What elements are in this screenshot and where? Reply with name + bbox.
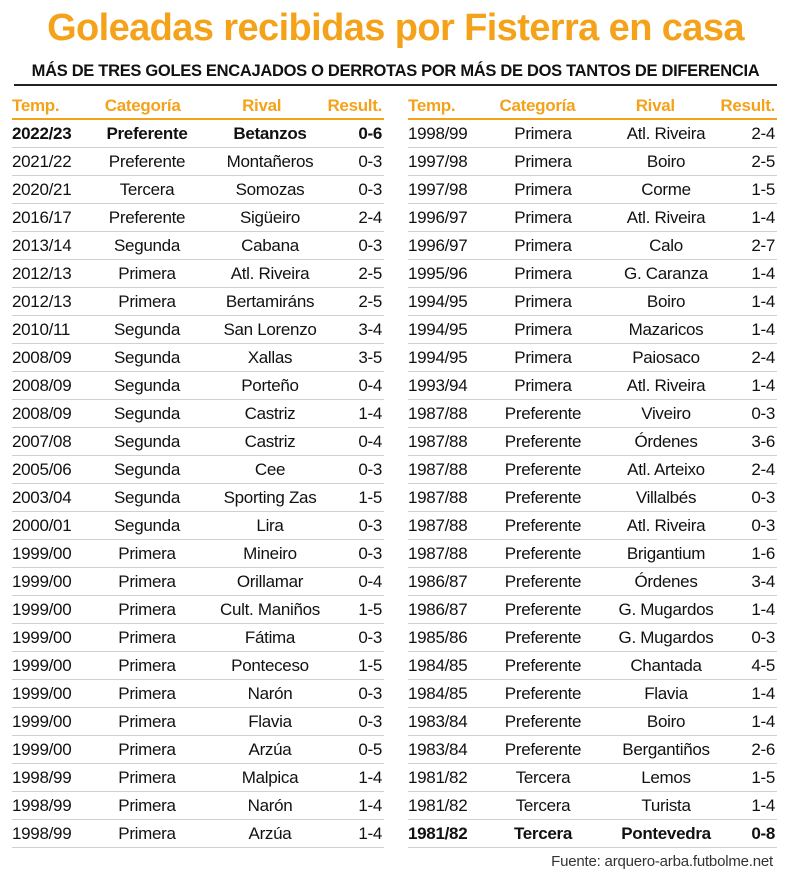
cell-rival: Fátima (244, 627, 296, 647)
cell-result: 1-4 (751, 263, 775, 283)
page-title: Goleadas recibidas por Fisterra en casa (47, 7, 744, 49)
table-row (408, 596, 777, 624)
cell-season: 1999/00 (12, 655, 72, 675)
table-row (408, 316, 777, 344)
cell-rival: Sporting Zas (223, 487, 317, 507)
cell-season: 1987/88 (408, 403, 468, 423)
cell-result: 0-3 (358, 459, 382, 479)
cell-result: 3-4 (751, 571, 775, 591)
cell-result: 1-5 (751, 179, 775, 199)
table-row (12, 540, 384, 568)
cell-rival: Cult. Maniños (219, 599, 321, 619)
cell-result: 0-5 (358, 739, 382, 759)
table-row (408, 540, 777, 568)
cell-season: 2021/22 (12, 151, 72, 171)
cell-rival: G. Mugardos (618, 627, 714, 647)
cell-season: 1993/94 (408, 375, 468, 395)
cell-category: Tercera (515, 795, 571, 815)
cell-category: Primera (514, 123, 572, 143)
header-season: Temp. (408, 96, 456, 115)
table-row (12, 820, 384, 848)
table-body (12, 120, 384, 848)
cell-rival: Mazaricos (628, 319, 704, 339)
cell-rival: Orillamar (236, 571, 304, 591)
cell-result: 1-4 (751, 319, 775, 339)
cell-result: 2-7 (751, 235, 775, 255)
cell-season: 1997/98 (408, 179, 468, 199)
cell-season: 1981/82 (408, 823, 468, 843)
cell-season: 1999/00 (12, 683, 72, 703)
cell-result: 3-5 (358, 347, 382, 367)
cell-season: 1987/88 (408, 515, 468, 535)
cell-rival: Bertamiráns (225, 291, 315, 311)
cell-result: 1-5 (358, 487, 382, 507)
cell-result: 1-4 (751, 291, 775, 311)
table-row (12, 708, 384, 736)
table-row (408, 512, 777, 540)
table-row (408, 680, 777, 708)
table-row (12, 652, 384, 680)
table-body (408, 120, 777, 848)
cell-category: Segunda (114, 319, 180, 339)
cell-rival: Porteño (241, 375, 299, 395)
cell-season: 1998/99 (408, 123, 468, 143)
cell-season: 1984/85 (408, 655, 468, 675)
cell-season: 2008/09 (12, 375, 72, 395)
table-row (12, 288, 384, 316)
table-row (12, 568, 384, 596)
cell-category: Primera (118, 599, 176, 619)
table-row (408, 736, 777, 764)
cell-rival: Villalbés (635, 487, 697, 507)
table-row (12, 680, 384, 708)
cell-rival: G. Mugardos (618, 599, 714, 619)
cell-result: 0-3 (358, 179, 382, 199)
cell-category: Preferente (108, 207, 186, 227)
cell-result: 2-4 (751, 459, 775, 479)
cell-rival: Turista (641, 795, 691, 815)
cell-season: 1994/95 (408, 291, 468, 311)
cell-category: Primera (118, 543, 176, 563)
table-row (408, 344, 777, 372)
table-row (12, 484, 384, 512)
cell-season: 2022/23 (12, 123, 72, 143)
cell-season: 1999/00 (12, 627, 72, 647)
table-row (12, 428, 384, 456)
header-category: Categoría (104, 96, 181, 115)
cell-season: 1999/00 (12, 739, 72, 759)
cell-season: 2000/01 (12, 515, 72, 535)
cell-result: 0-4 (358, 431, 382, 451)
page-subtitle: MÁS DE TRES GOLES ENCAJADOS O DERROTAS POR MÁS DE DOS TANTOS DE DIFERENCIA (14, 60, 777, 86)
cell-season: 2013/14 (12, 235, 72, 255)
cell-result: 3-6 (751, 431, 775, 451)
cell-category: Primera (118, 627, 176, 647)
cell-result: 0-8 (751, 823, 775, 843)
cell-result: 0-3 (358, 151, 382, 171)
cell-category: Preferente (504, 487, 582, 507)
header-category: Categoría (499, 96, 576, 115)
table-row (12, 148, 384, 176)
table-row (408, 288, 777, 316)
cell-rival: G. Caranza (624, 263, 708, 283)
results-table-left (12, 92, 384, 848)
cell-category: Preferente (504, 739, 582, 759)
cell-category: Segunda (114, 403, 180, 423)
cell-category: Preferente (504, 571, 582, 591)
cell-season: 1983/84 (408, 711, 468, 731)
table-row (408, 428, 777, 456)
table-header (12, 92, 384, 120)
cell-season: 1998/99 (12, 795, 72, 815)
cell-season: 1987/88 (408, 543, 468, 563)
cell-season: 1998/99 (12, 767, 72, 787)
cell-rival: Calo (649, 235, 683, 255)
cell-season: 1986/87 (408, 571, 468, 591)
cell-season: 1999/00 (12, 571, 72, 591)
table-row (12, 176, 384, 204)
table-row (12, 344, 384, 372)
cell-result: 1-5 (358, 655, 382, 675)
cell-season: 1998/99 (12, 823, 72, 843)
table-row (408, 260, 777, 288)
cell-result: 4-5 (751, 655, 775, 675)
cell-category: Preferente (108, 151, 186, 171)
cell-rival: Paiosaco (632, 347, 700, 367)
cell-rival: Arzúa (248, 823, 292, 843)
cell-category: Primera (118, 823, 176, 843)
cell-result: 0-3 (358, 627, 382, 647)
cell-category: Primera (118, 795, 176, 815)
cell-category: Preferente (106, 123, 188, 143)
cell-result: 0-3 (751, 515, 775, 535)
cell-category: Primera (118, 739, 176, 759)
cell-rival: Ponteceso (231, 655, 309, 675)
table-row (408, 792, 777, 820)
cell-rival: Sigüeiro (240, 207, 300, 227)
cell-result: 1-4 (751, 711, 775, 731)
table-row (12, 400, 384, 428)
cell-rival: Atl. Riveira (626, 207, 706, 227)
table-row (408, 652, 777, 680)
cell-category: Preferente (504, 543, 582, 563)
cell-result: 1-4 (358, 795, 382, 815)
cell-season: 1981/82 (408, 795, 468, 815)
cell-category: Preferente (504, 627, 582, 647)
table-row (408, 820, 777, 848)
cell-category: Tercera (513, 823, 573, 843)
table-row (408, 400, 777, 428)
cell-rival: Atl. Arteixo (627, 459, 705, 479)
cell-category: Primera (118, 711, 176, 731)
cell-result: 1-4 (751, 795, 775, 815)
results-table-right (408, 92, 777, 848)
cell-category: Segunda (114, 515, 180, 535)
header-result: Result. (327, 96, 383, 115)
cell-result: 1-4 (358, 767, 382, 787)
cell-rival: Chantada (630, 655, 702, 675)
cell-season: 2012/13 (12, 263, 72, 283)
cell-season: 2007/08 (12, 431, 72, 451)
cell-season: 2005/06 (12, 459, 72, 479)
cell-category: Tercera (515, 767, 571, 787)
cell-season: 1987/88 (408, 431, 468, 451)
cell-rival: Lemos (641, 767, 691, 787)
cell-category: Primera (514, 375, 572, 395)
cell-category: Primera (514, 319, 572, 339)
cell-season: 1987/88 (408, 487, 468, 507)
cell-rival: Atl. Riveira (626, 375, 706, 395)
source-note: Fuente: arquero-arba.futbolme.net (551, 853, 773, 870)
cell-category: Segunda (114, 235, 180, 255)
table-row (12, 260, 384, 288)
cell-season: 2003/04 (12, 487, 72, 507)
cell-rival: Mineiro (243, 543, 297, 563)
cell-category: Primera (514, 151, 572, 171)
cell-category: Preferente (504, 459, 582, 479)
cell-season: 1996/97 (408, 207, 468, 227)
table-row (12, 764, 384, 792)
cell-rival: Bergantiños (622, 739, 710, 759)
cell-result: 1-5 (358, 599, 382, 619)
cell-rival: Viveiro (641, 403, 691, 423)
table-row (408, 624, 777, 652)
cell-rival: Boiro (646, 711, 686, 731)
cell-rival: Arzúa (248, 739, 292, 759)
cell-season: 1999/00 (12, 599, 72, 619)
cell-rival: Atl. Riveira (626, 123, 706, 143)
cell-result: 1-4 (358, 403, 382, 423)
header-result: Result. (720, 96, 775, 115)
cell-rival: Castriz (244, 431, 296, 451)
header-rival: Rival (635, 96, 675, 115)
cell-category: Segunda (114, 459, 180, 479)
cell-result: 2-5 (358, 291, 382, 311)
table-row (12, 456, 384, 484)
table-row (12, 120, 384, 148)
cell-rival: Boiro (646, 151, 686, 171)
cell-result: 2-4 (358, 207, 382, 227)
table-row (408, 176, 777, 204)
header-rival: Rival (242, 96, 282, 115)
table-header (408, 92, 777, 120)
cell-category: Primera (118, 263, 176, 283)
cell-season: 1994/95 (408, 319, 468, 339)
cell-category: Preferente (504, 655, 582, 675)
cell-rival: Montañeros (226, 151, 314, 171)
table-row (12, 736, 384, 764)
header-season: Temp. (12, 96, 60, 115)
table-row (408, 456, 777, 484)
table-row (408, 204, 777, 232)
table-row (408, 148, 777, 176)
cell-result: 2-5 (358, 263, 382, 283)
cell-rival: Narón (247, 683, 293, 703)
cell-category: Tercera (119, 179, 175, 199)
cell-season: 1995/96 (408, 263, 468, 283)
cell-category: Primera (514, 263, 572, 283)
table-row (12, 596, 384, 624)
cell-rival: Somozas (235, 179, 305, 199)
cell-season: 1999/00 (12, 543, 72, 563)
cell-rival: Órdenes (634, 431, 698, 451)
cell-category: Segunda (114, 431, 180, 451)
table-row (12, 372, 384, 400)
table-row (12, 232, 384, 260)
cell-category: Preferente (504, 711, 582, 731)
table-row (408, 708, 777, 736)
cell-result: 1-4 (751, 375, 775, 395)
cell-rival: Atl. Riveira (230, 263, 310, 283)
cell-season: 2012/13 (12, 291, 72, 311)
cell-result: 1-4 (751, 207, 775, 227)
cell-category: Preferente (504, 683, 582, 703)
cell-season: 2020/21 (12, 179, 72, 199)
cell-rival: Pontevedra (621, 823, 711, 843)
cell-category: Primera (118, 571, 176, 591)
table-row (12, 624, 384, 652)
cell-category: Preferente (504, 515, 582, 535)
cell-rival: Narón (247, 795, 293, 815)
cell-result: 2-5 (751, 151, 775, 171)
cell-result: 0-6 (358, 123, 382, 143)
cell-season: 1984/85 (408, 683, 468, 703)
cell-result: 0-3 (751, 487, 775, 507)
cell-season: 1985/86 (408, 627, 468, 647)
cell-result: 0-3 (751, 627, 775, 647)
table-row (408, 372, 777, 400)
cell-season: 1996/97 (408, 235, 468, 255)
table-row (408, 568, 777, 596)
cell-rival: Flavia (644, 683, 688, 703)
cell-category: Segunda (114, 487, 180, 507)
cell-rival: Corme (641, 179, 691, 199)
cell-rival: San Lorenzo (223, 319, 317, 339)
table-row (12, 792, 384, 820)
cell-result: 2-4 (751, 347, 775, 367)
cell-result: 1-4 (751, 683, 775, 703)
cell-rival: Betanzos (233, 123, 307, 143)
cell-season: 1994/95 (408, 347, 468, 367)
cell-rival: Cee (254, 459, 286, 479)
cell-rival: Boiro (646, 291, 686, 311)
cell-result: 0-3 (358, 711, 382, 731)
table-row (408, 764, 777, 792)
cell-category: Preferente (504, 431, 582, 451)
cell-result: 0-4 (358, 375, 382, 395)
cell-category: Primera (514, 179, 572, 199)
cell-season: 2008/09 (12, 403, 72, 423)
cell-category: Primera (118, 291, 176, 311)
table-row (408, 484, 777, 512)
cell-rival: Xallas (247, 347, 293, 367)
table-row (408, 232, 777, 260)
cell-rival: Lira (256, 515, 284, 535)
cell-category: Preferente (504, 599, 582, 619)
cell-result: 0-3 (751, 403, 775, 423)
cell-result: 1-4 (358, 823, 382, 843)
cell-result: 1-6 (751, 543, 775, 563)
cell-category: Preferente (504, 403, 582, 423)
cell-category: Segunda (114, 375, 180, 395)
cell-rival: Flavia (248, 711, 292, 731)
cell-season: 2010/11 (12, 319, 71, 339)
cell-category: Primera (514, 235, 572, 255)
cell-result: 2-6 (751, 739, 775, 759)
cell-season: 1981/82 (408, 767, 468, 787)
cell-rival: Brigantium (626, 543, 706, 563)
cell-result: 0-3 (358, 543, 382, 563)
cell-rival: Atl. Riveira (626, 515, 706, 535)
cell-rival: Cabana (241, 235, 299, 255)
cell-category: Primera (118, 683, 176, 703)
cell-result: 1-5 (751, 767, 775, 787)
cell-season: 1997/98 (408, 151, 468, 171)
cell-season: 1999/00 (12, 711, 72, 731)
cell-category: Primera (514, 347, 572, 367)
cell-result: 2-4 (751, 123, 775, 143)
cell-category: Primera (118, 655, 176, 675)
cell-category: Primera (118, 767, 176, 787)
cell-rival: Órdenes (634, 571, 698, 591)
cell-category: Primera (514, 291, 572, 311)
cell-rival: Castriz (244, 403, 296, 423)
cell-season: 1983/84 (408, 739, 468, 759)
cell-result: 0-3 (358, 683, 382, 703)
table-row (408, 120, 777, 148)
cell-result: 0-3 (358, 235, 382, 255)
cell-result: 0-3 (358, 515, 382, 535)
cell-rival: Malpica (241, 767, 299, 787)
table-row (12, 204, 384, 232)
cell-season: 1987/88 (408, 459, 468, 479)
cell-season: 2016/17 (12, 207, 72, 227)
cell-result: 0-4 (358, 571, 382, 591)
cell-category: Segunda (114, 347, 180, 367)
cell-result: 3-4 (358, 319, 382, 339)
cell-result: 1-4 (751, 599, 775, 619)
table-row (12, 316, 384, 344)
cell-season: 1986/87 (408, 599, 468, 619)
cell-category: Primera (514, 207, 572, 227)
table-row (12, 512, 384, 540)
cell-season: 2008/09 (12, 347, 72, 367)
